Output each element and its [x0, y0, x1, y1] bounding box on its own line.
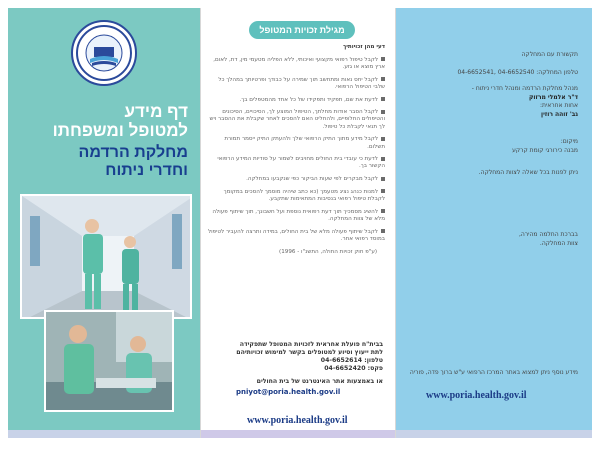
- rights-officer-info: [211, 341, 383, 386]
- patient-rights-panel: [201, 8, 396, 438]
- corridor-photo: [20, 194, 192, 319]
- list-item: לקבל מידע מתוך התיק הרפואי שלך ולהעתק התיק ייסמר תמורת תשלום.: [224, 136, 385, 150]
- rights-bottom-strip: [201, 430, 395, 438]
- rights-email-link[interactable]: pniyot@poria.health.gov.il: [236, 388, 341, 396]
- list-item: לקבל הסבר אודות מחלתך, הטיפול המוצע לך, הסיכויים, הסיכונים והטיפולים החלופיים, ולהחליט האם להסכים לאחר שקבלת את ההסבר ויש לך תנאי לקבלת כל טיפול.: [209, 109, 385, 130]
- officer-fax: פקס: 04-6652420: [324, 365, 383, 372]
- list-item: למנות כנהג נציג מטעמך (כא כתב שיהיה מוסמך להסכים במקומך לקבלת טיפול רפואי בנסיבות המתאימות שתקבע.: [223, 188, 385, 203]
- department-info-panel: [396, 8, 592, 438]
- officer-contact-web: או באמצעות אתר האינטרנט של בית החולים: [256, 378, 383, 385]
- department-website-link[interactable]: www.poria.health.gov.il: [426, 390, 527, 401]
- list-item: לדעת את שם, תפקיד ותפקידו של כל אחד מהמטפלים בך.: [207, 97, 385, 104]
- patient-rights-list: [207, 44, 385, 261]
- info-bottom-strip: [396, 430, 592, 438]
- cover-title-operating-rooms: וחדרי ניתוח: [105, 162, 188, 179]
- location-value: מבנה כירורגי קומת קרקע: [512, 146, 578, 154]
- wishes-line-1: בברכת החלמה מהירה,: [518, 231, 578, 238]
- hospital-logo: [71, 20, 137, 86]
- rights-intro: דעי מהן זכויותיך: [343, 44, 385, 50]
- list-item: לדעת כי עובדי בית החולים מחויבים לשמור על סודיות המידע הרפואי הקשור בך.: [217, 156, 385, 170]
- cover-title-info: דף מידע: [124, 102, 188, 121]
- location-info: [403, 138, 578, 155]
- contact-header: תקשורת עם המחלקה: [521, 51, 578, 58]
- brochure: [8, 8, 592, 438]
- location-label: מיקום:: [560, 138, 578, 145]
- nurse-title: אחות אחראית:: [539, 102, 578, 109]
- wishes-line-2: צוות המחלקה.: [539, 239, 578, 247]
- rights-website-link[interactable]: www.poria.health.gov.il: [247, 415, 348, 426]
- list-item: לקבל טיפול רפואי מקצועי ואיכותי, ללא הפליה מטעמי מין, דת, לאום, ארץ מוצא או גזע.: [213, 56, 385, 70]
- more-info-note: מידע נוסף ניתן למצוא באתר המרכז הרפואי ע"ש ברוך פדה, פוריה: [409, 369, 578, 376]
- officer-line-1: בבית"ח פועלת אחראית לזכויות המטופל שתפקידה: [239, 341, 383, 348]
- department-phones: טלפון המחלקה: 04-6652540 ,04-6652541: [457, 69, 578, 76]
- poria-logo-icon: [74, 23, 134, 83]
- cover-bottom-strip: [8, 430, 200, 438]
- cover-panel: [8, 8, 201, 438]
- staff-info: [403, 85, 578, 119]
- surgery-photo: [44, 310, 174, 412]
- patient-rights-header: מגילת זכויות המטופל: [249, 21, 355, 39]
- questions-note: ניתן לפנות בכל שאלה לצוות המחלקה.: [478, 169, 578, 176]
- law-note: (ע"פ חוק זכויות החולה, התשנ"ו - 1996): [279, 248, 377, 255]
- list-item: לקבל יחס נאות ומתחשב תוך שמירה על כבודך ופרטיותך במהלך כל שלבי הטיפול הרפואי.: [218, 76, 385, 90]
- list-item: לקבל מבקרים לפי שעות הביקור כפי שנקבעו במחלקה.: [207, 176, 385, 183]
- wishes: [403, 231, 578, 248]
- manager-name: ד"ר אלמלי מרזוק: [528, 93, 578, 101]
- nurse-name: גב' זוהה רוזין: [541, 110, 578, 118]
- cover-title-department: מחלקת הרדמה: [78, 144, 188, 161]
- list-item: לקבל שיתוף פעולה מלא של בית החולים, במידה ותרצה להעביר לטיפול במוסד רפואי אחר.: [207, 228, 385, 242]
- list-item: להשיג מסמכיך תוך דעת רפואית נוספת ועל חשבונך, תוך שיתוף פעולה מלא של צוות המחלקה.: [212, 208, 385, 222]
- officer-line-2: לתת ייעוץ וסיוע למטופלים בקשר למימוש זכויותיהם: [236, 349, 383, 356]
- manager-title: מנהל מחלקת הרדמה ומנהל חדרי ניתוח -: [471, 85, 578, 92]
- officer-phone: טלפון: 04-6652614: [320, 357, 383, 364]
- cover-title-audience: למטופל ומשפחתו: [52, 121, 188, 140]
